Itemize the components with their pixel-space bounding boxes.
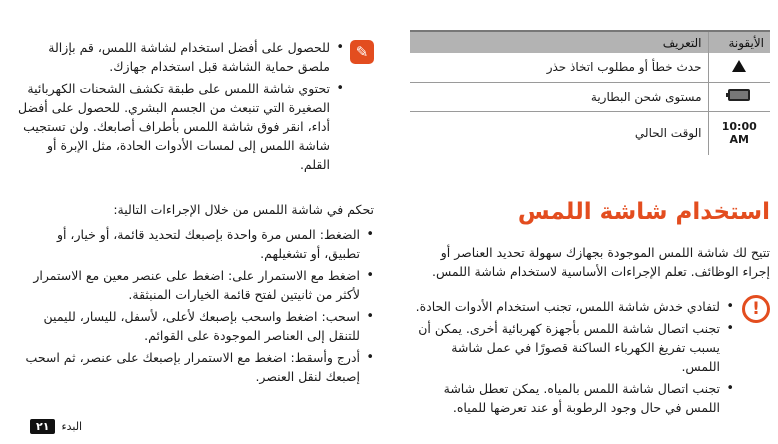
warning-triangle-icon	[732, 60, 746, 72]
footer-section-name: البدء	[61, 420, 83, 433]
table-header-definition: التعريف	[410, 31, 708, 53]
right-column	[410, 30, 770, 420]
table-cell-definition: مستوى شحن البطارية	[410, 82, 708, 111]
caution-icon: !	[742, 295, 770, 323]
table-row	[410, 53, 770, 82]
clock-time-icon	[722, 120, 757, 146]
list-item: • للحصول على أفضل استخدام لشاشة اللمس، قم بإزالة ملصق حماية الشاشة قبل استخدام جهازك.	[18, 38, 344, 76]
table-row	[410, 111, 770, 155]
caution-block	[410, 297, 770, 417]
page-footer	[30, 419, 82, 434]
list-item: • تجنب اتصال شاشة اللمس بأجهزة كهربائية أخرى. يمكن أن يسبب تفريغ الكهرباء الساكنة قصورًا في عمل شاشة اللمس.	[410, 319, 734, 376]
caution-list	[410, 297, 734, 417]
list-item: • الضغط: المس مرة واحدة بإصبعك لتحديد قائمة، أو خيار، أو تطبيق، أو تشغيلهم.	[18, 225, 374, 263]
table-header-row	[410, 31, 770, 53]
table-cell-definition: حدث خطأ أو مطلوب اتخاذ حذر	[410, 53, 708, 82]
list-item: • تجنب اتصال شاشة اللمس بالمياه. يمكن تعطل شاشة اللمس في حال وجود الرطوبة أو عند تعرضها للمياه.	[410, 379, 734, 417]
note-pencil-icon: ✎	[350, 40, 374, 64]
actions-list	[18, 225, 374, 386]
list-item: • أدرج وأسقط: اضغط مع الاستمرار بإصبعك على عنصر، ثم اسحب إصبعك لنقل العنصر.	[18, 348, 374, 386]
page-number: ٢١	[30, 419, 55, 434]
table-row	[410, 82, 770, 111]
indicator-icons-table	[410, 30, 770, 155]
note-list	[18, 38, 344, 174]
section-intro: تتيح لك شاشة اللمس الموجودة بجهازك سهولة تحديد العناصر أو إجراء الوظائف. تعلم الإجراءات الأساسية لاستخدام شاشة اللمس.	[432, 245, 770, 279]
actions-intro: تحكم في شاشة اللمس من خلال الإجراءات التالية:	[113, 202, 374, 217]
table-cell-definition: الوقت الحالي	[634, 126, 702, 141]
list-item: • لتفادي خدش شاشة اللمس، تجنب استخدام الأدوات الحادة.	[410, 297, 734, 316]
table-header-icon: الأيقونة	[708, 31, 770, 53]
left-column	[18, 38, 374, 389]
section-title: استخدام شاشة اللمس	[517, 199, 770, 225]
note-block	[18, 38, 374, 174]
battery-icon	[728, 89, 750, 101]
list-item: • اضغط مع الاستمرار على: اضغط على عنصر معين مع الاستمرار لأكثر من ثانيتين لفتح قائمة الخيارات المنبثقة.	[18, 266, 374, 304]
time-ampm: AM	[729, 133, 749, 147]
list-item: • تحتوي شاشة اللمس على طبقة تكشف الشحنات الكهربائية الصغيرة التي تنبعث من الجسم البشري. للحصول على أفضل أداء، انقر فوق شاشة اللمس بأطراف أصابعك. ولن تستجيب شاشة اللمس إلى لمسات الأدوات الحادة، مثل الإبرة أو القلم.	[18, 79, 344, 174]
list-item: • اسحب: اضغط واسحب بإصبعك لأعلى، لأسفل، لليسار، لليمين للتنقل إلى العناصر الموجودة على القوائم.	[18, 307, 374, 345]
time-value: 10:00	[721, 120, 757, 134]
